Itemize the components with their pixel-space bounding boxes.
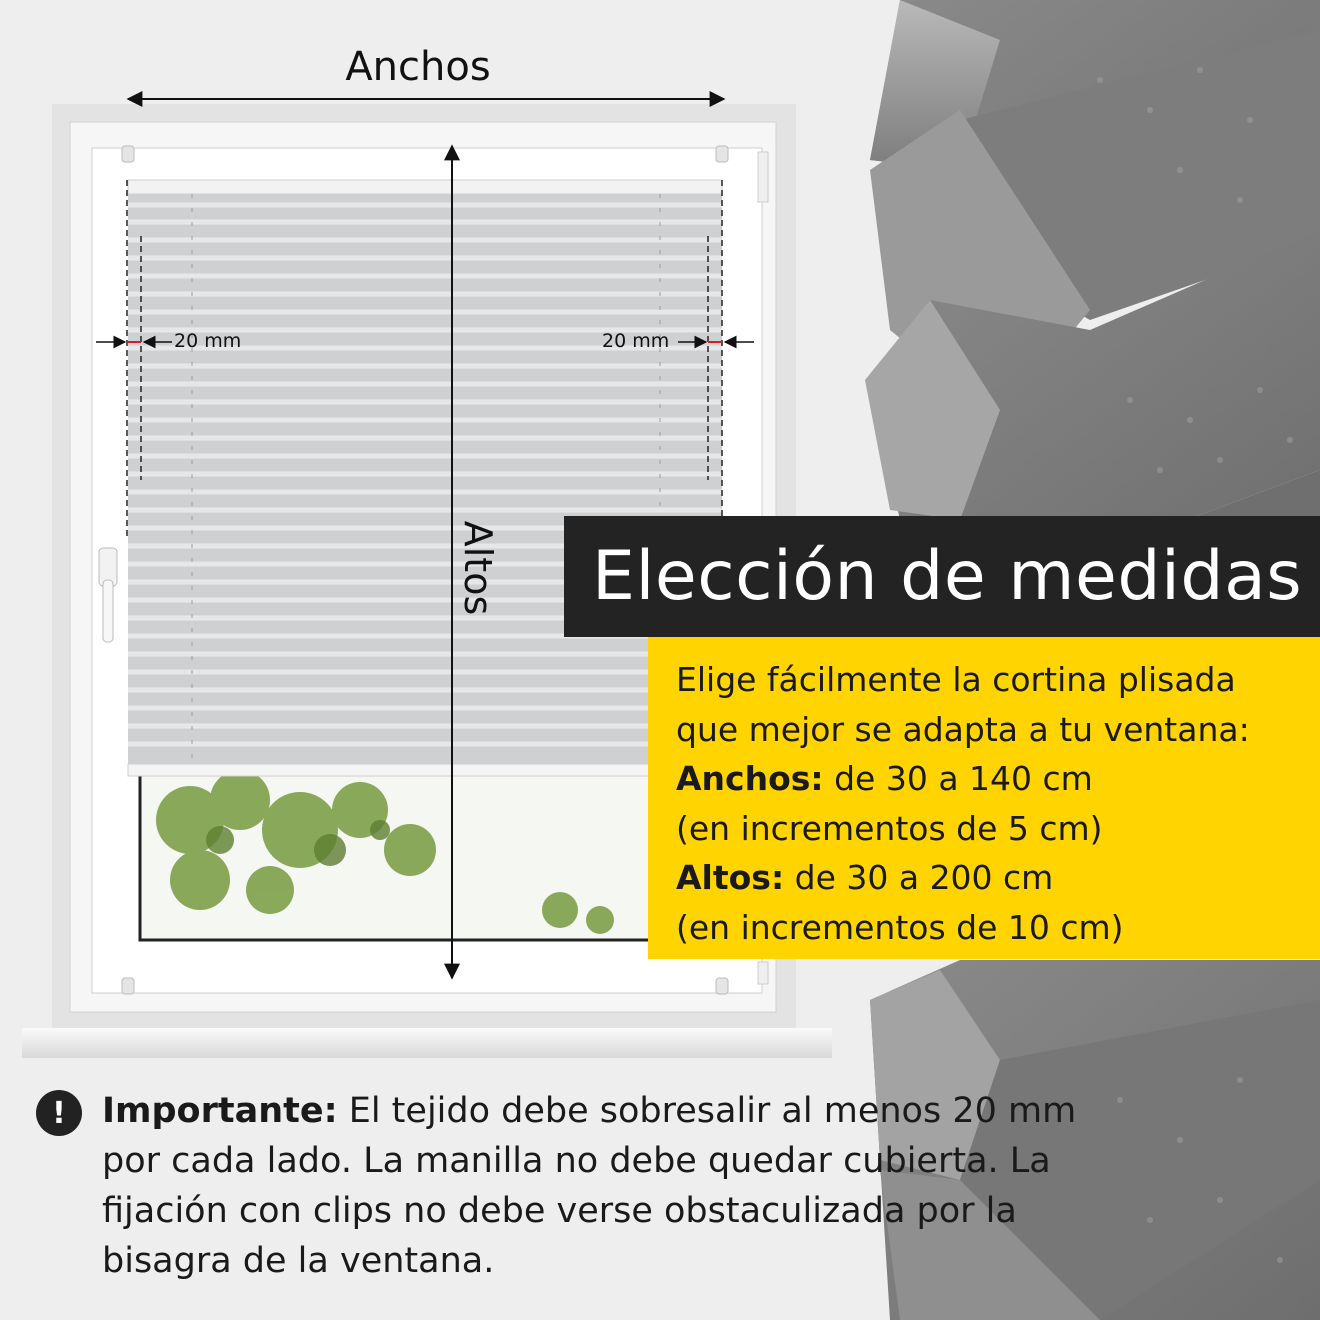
notice-line-2: por cada lado. La manilla no debe quedar cubierta. La (102, 1141, 1051, 1181)
window-glass-view (140, 770, 650, 940)
intro-line-2: que mejor se adapta a tu ventana: (676, 709, 1250, 749)
notice-line-4: bisagra de la ventana. (102, 1241, 495, 1281)
notice-text (102, 1086, 1162, 1286)
size-info-box (648, 637, 1320, 959)
height-increment: (en incrementos de 10 cm) (676, 907, 1124, 947)
width-range-label: Anchos: (676, 759, 824, 798)
height-range-value: de 30 a 200 cm (784, 858, 1054, 897)
height-range-line (676, 853, 1310, 903)
top-left-clip (122, 146, 134, 162)
height-label: Altos (456, 520, 500, 616)
exclamation-icon: ! (36, 1090, 82, 1136)
page-title: Elección de medidas (592, 537, 1303, 616)
intro-line-1: Elige fácilmente la cortina plisada (676, 660, 1236, 699)
notice-line-3: fijación con clips no debe verse obstaculizada por la (102, 1191, 1017, 1231)
right-margin-label: 20 mm (602, 330, 670, 352)
width-label: Anchos (345, 44, 491, 90)
window-hinge-bottom (758, 962, 768, 984)
notice-line-1 (102, 1086, 1162, 1136)
height-range-label: Altos: (676, 858, 785, 897)
notice-line-1-text: El tejido debe sobresalir al menos 20 mm (337, 1091, 1077, 1131)
top-right-clip (716, 146, 728, 162)
window-hinge (758, 152, 768, 202)
pleated-blind (128, 180, 722, 776)
window-sill (22, 1028, 832, 1058)
bottom-right-clip (716, 978, 728, 994)
title-banner (564, 516, 1320, 637)
width-range-line (676, 754, 1310, 804)
bottom-left-clip (122, 978, 134, 994)
width-range-value: de 30 a 140 cm (823, 759, 1093, 798)
notice-label: Importante: (102, 1091, 338, 1131)
width-increment: (en incrementos de 5 cm) (676, 808, 1103, 848)
left-margin-label: 20 mm (174, 330, 242, 352)
